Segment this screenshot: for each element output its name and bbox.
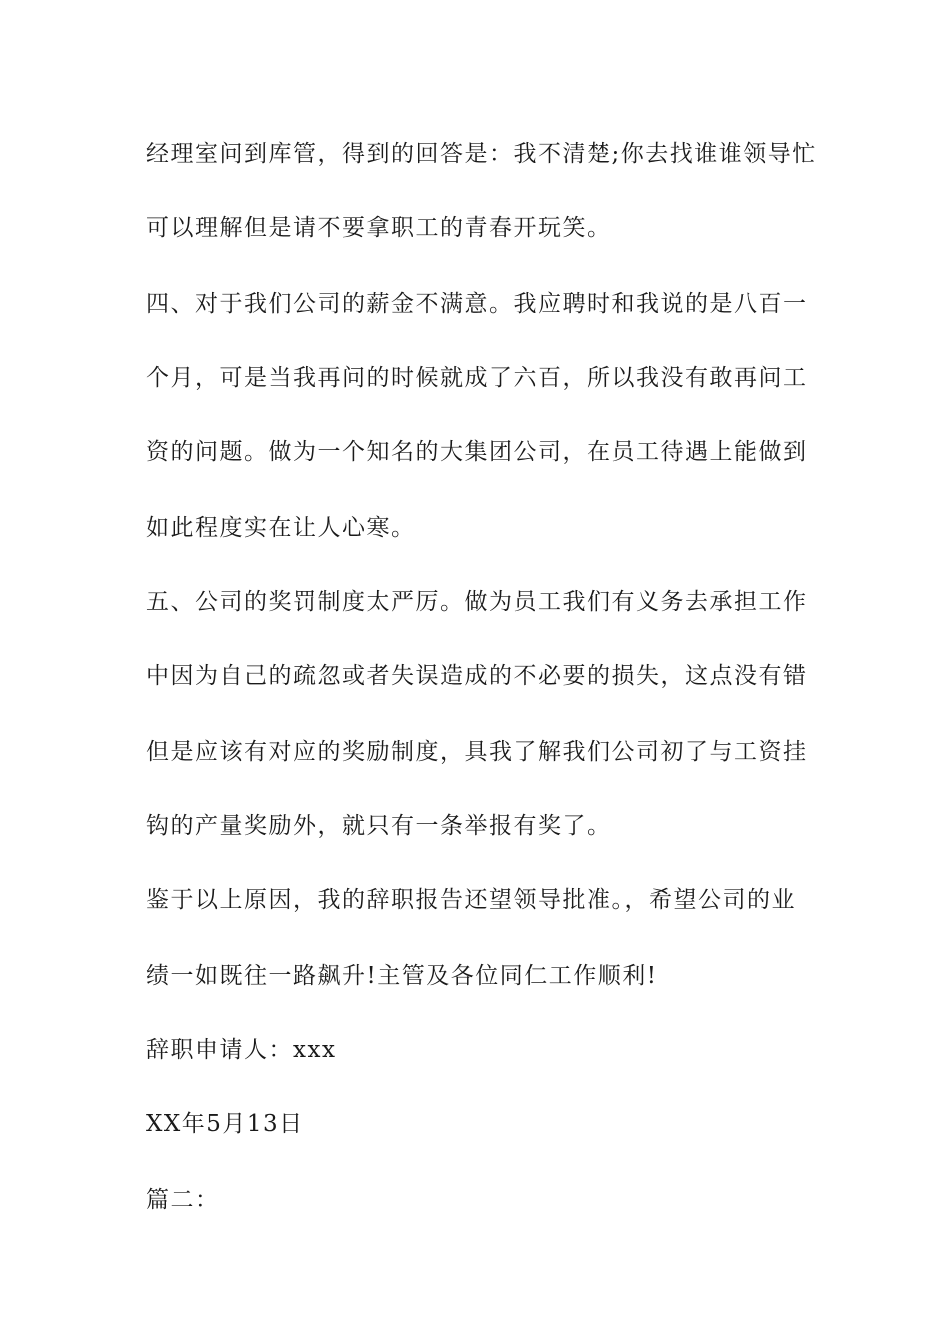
paragraph-line: 资的问题。做为一个知名的大集团公司，在员工待遇上能做到 <box>146 439 808 465</box>
signature-line: 辞职申请人：xxx <box>146 1037 337 1063</box>
paragraph-line: 五、公司的奖罚制度太严厉。做为员工我们有义务去承担工作 <box>146 589 808 615</box>
paragraph-line: 中因为自己的疏忽或者失误造成的不必要的损失，这点没有错 <box>146 663 808 689</box>
paragraph-line: 钩的产量奖励外，就只有一条举报有奖了。 <box>146 813 612 839</box>
section-heading: 篇二： <box>146 1187 220 1213</box>
paragraph-line: 如此程度实在让人心寒。 <box>146 515 416 541</box>
paragraph-line: 经理室问到库管，得到的回答是：我不清楚;你去找谁谁领导忙 <box>146 141 817 167</box>
paragraph-line: 但是应该有对应的奖励制度，具我了解我们公司初了与工资挂 <box>146 739 808 765</box>
paragraph-line: 绩一如既往一路飙升!主管及各位同仁工作顺利! <box>146 963 658 989</box>
paragraph-line: 四、对于我们公司的薪金不满意。我应聘时和我说的是八百一 <box>146 291 808 317</box>
paragraph-line: 可以理解但是请不要拿职工的青春开玩笑。 <box>146 215 612 241</box>
date-line: XX年5月13日 <box>146 1111 304 1137</box>
paragraph-line: 鉴于以上原因，我的辞职报告还望领导批准。，希望公司的业 <box>146 887 796 913</box>
paragraph-line: 个月，可是当我再问的时候就成了六百，所以我没有敢再问工 <box>146 365 808 391</box>
